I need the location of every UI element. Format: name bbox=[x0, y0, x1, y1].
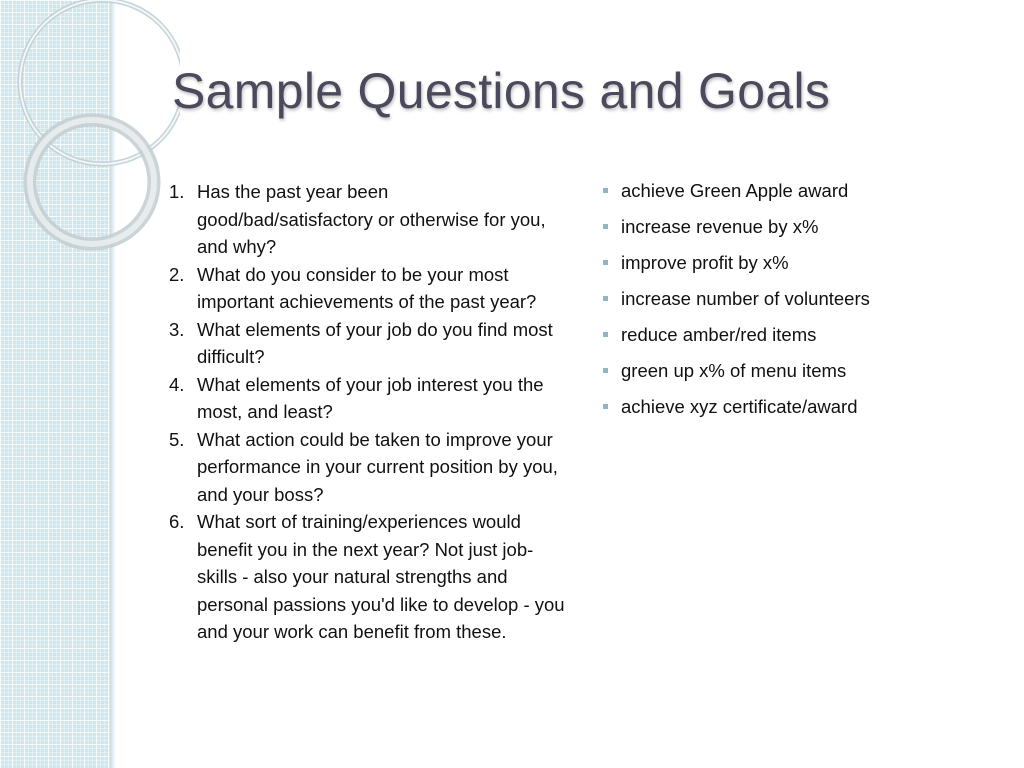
question-item bbox=[169, 178, 569, 261]
goal-item bbox=[602, 249, 1012, 277]
square-bullet-icon bbox=[603, 188, 608, 193]
question-text: What action could be taken to improve your performance in your current position by you, and your boss? bbox=[197, 428, 558, 505]
question-item bbox=[169, 426, 569, 509]
question-text: Has the past year been good/bad/satisfactory or otherwise for you, and why? bbox=[197, 181, 546, 257]
goal-item bbox=[602, 357, 1012, 385]
square-bullet-icon bbox=[603, 368, 608, 373]
square-bullet-icon bbox=[603, 296, 608, 301]
question-item bbox=[169, 261, 569, 316]
question-number: 5. bbox=[169, 428, 185, 450]
question-text: What elements of your job interest you the most, and least? bbox=[197, 373, 544, 422]
goal-item bbox=[602, 213, 1012, 241]
question-item bbox=[169, 508, 569, 646]
goal-item bbox=[602, 321, 1012, 349]
goal-text: achieve Green Apple award bbox=[621, 180, 849, 201]
goal-text: achieve xyz certificate/award bbox=[621, 396, 858, 417]
questions-list bbox=[169, 178, 569, 646]
goal-item bbox=[602, 393, 1012, 421]
question-text: What sort of training/experiences would benefit you in the next year? Not just job-skills - also your natural strengths and personal passions you'd like to develop - you and your work can benefit from these. bbox=[197, 511, 565, 642]
question-number: 2. bbox=[169, 263, 185, 285]
question-number: 4. bbox=[169, 373, 185, 395]
decorative-rings bbox=[0, 0, 180, 260]
square-bullet-icon bbox=[603, 224, 608, 229]
goal-text: increase number of volunteers bbox=[621, 288, 870, 309]
goal-item bbox=[602, 285, 1012, 313]
square-bullet-icon bbox=[603, 404, 608, 409]
question-item bbox=[169, 371, 569, 426]
goal-item bbox=[602, 177, 1012, 205]
square-bullet-icon bbox=[603, 260, 608, 265]
goal-text: reduce amber/red items bbox=[621, 324, 817, 345]
square-bullet-icon bbox=[603, 332, 608, 337]
goal-text: increase revenue by x% bbox=[621, 216, 819, 237]
slide-title: Sample Questions and Goals bbox=[172, 63, 831, 119]
goal-text: green up x% of menu items bbox=[621, 360, 847, 381]
goal-text: improve profit by x% bbox=[621, 252, 789, 273]
question-text: What elements of your job do you find most difficult? bbox=[197, 318, 553, 367]
question-item bbox=[169, 316, 569, 371]
question-number: 3. bbox=[169, 318, 185, 340]
question-text: What do you consider to be your most important achievements of the past year? bbox=[197, 263, 537, 312]
goals-list bbox=[602, 177, 1012, 429]
question-number: 1. bbox=[169, 181, 185, 202]
question-number: 6. bbox=[169, 511, 185, 532]
